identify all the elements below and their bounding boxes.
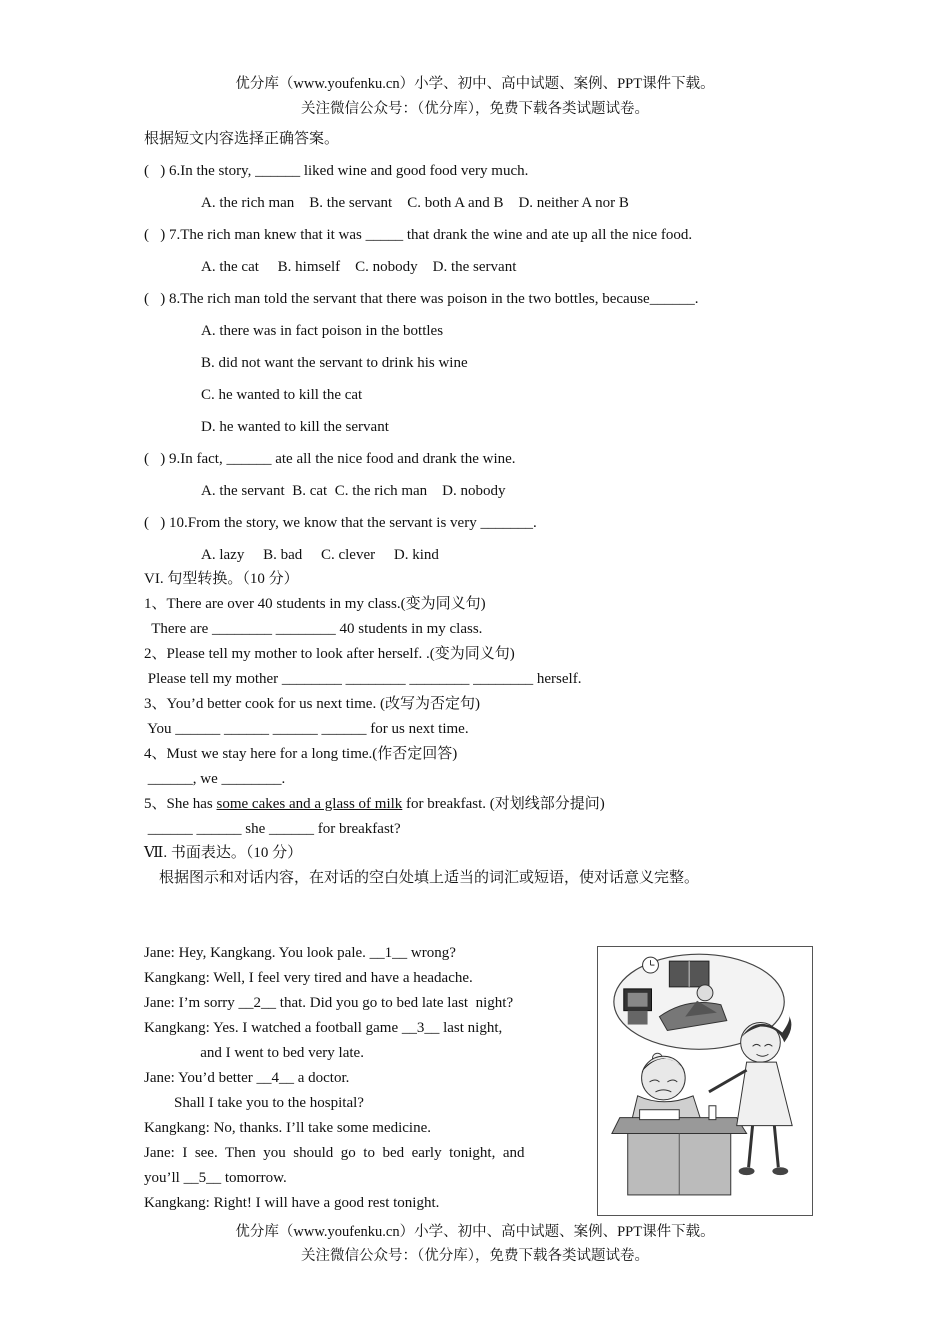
dialogue-line: Jane: I’m sorry __2__ that. Did you go to bed late last night? [144, 995, 514, 1011]
question-9-stem: ( ) 9.In fact, ______ ate all the nice food and drank the wine. [144, 451, 516, 467]
transform-5-question [144, 794, 605, 814]
transform-3-answer: You ______ ______ ______ ______ for us next time. [144, 721, 469, 737]
question-7-options: A. the cat B. himself C. nobody D. the servant [201, 259, 517, 275]
dialogue-line: Jane: I see. Then you should go to bed early tonight, and [144, 1145, 525, 1161]
section-7-title: Ⅶ. 书面表达。（10 分） [144, 845, 303, 861]
dialogue-line: Kangkang: No, thanks. I’ll take some medicine. [144, 1120, 432, 1136]
transform-2-answer: Please tell my mother ________ ________ ________ ________ herself. [144, 671, 582, 687]
question-8-stem: ( ) 8.The rich man told the servant that there was poison in the two bottles, because______. [144, 291, 699, 307]
question-8-option-b: B. did not want the servant to drink his wine [201, 355, 468, 371]
question-9-options: A. the servant B. cat C. the rich man D. nobody [201, 483, 506, 499]
transform-4-question: 4、Must we stay here for a long time.(作否定回答) [144, 746, 458, 762]
header-line-2: 关注微信公众号：（优分库），免费下载各类试题试卷。 [301, 101, 649, 117]
dialogue-line: Kangkang: Yes. I watched a football game __3__ last night, [144, 1020, 503, 1036]
question-6-stem: ( ) 6.In the story, ______ liked wine and good food very much. [144, 163, 529, 179]
reading-instruction: 根据短文内容选择正确答案。 [144, 131, 340, 147]
cartoon-svg [598, 947, 812, 1215]
dialogue-line: and I went to bed very late. [144, 1045, 364, 1061]
question-6-options: A. the rich man B. the servant C. both A and B D. neither A nor B [201, 195, 629, 211]
dialogue-line: Jane: Hey, Kangkang. You look pale. __1__ wrong? [144, 945, 456, 961]
footer-line-2: 关注微信公众号：（优分库），免费下载各类试题试卷。 [301, 1248, 649, 1264]
question-7-stem: ( ) 7.The rich man knew that it was _____ that drank the wine and ate up all the nice food. [144, 227, 693, 243]
dialogue-line: Jane: You’d better __4__ a doctor. [144, 1070, 350, 1086]
transform-2-question: 2、Please tell my mother to look after herself. .(变为同义句) [144, 646, 515, 662]
transform-3-question: 3、You’d better cook for us next time. (改写为否定句) [144, 696, 480, 712]
question-10-stem: ( ) 10.From the story, we know that the servant is very _______. [144, 515, 537, 531]
footer-line-1: 优分库（www.youfenku.cn）小学、初中、高中试题、案例、PPT课件下载。 [235, 1224, 715, 1240]
transform-1-answer: There are ________ ________ 40 students in my class. [144, 621, 483, 637]
cartoon-illustration [597, 946, 813, 1216]
transform-1-question: 1、There are over 40 students in my class.(变为同义句) [144, 596, 486, 612]
transform-5-underlined: some cakes and a glass of milk [216, 796, 403, 812]
transform-5-suffix: for breakfast. (对划线部分提问) [402, 796, 605, 812]
dialogue-line: you’ll __5__ tomorrow. [144, 1170, 287, 1186]
question-8-option-d: D. he wanted to kill the servant [201, 419, 389, 435]
question-8-option-a: A. there was in fact poison in the bottles [201, 323, 444, 339]
question-10-options: A. lazy B. bad C. clever D. kind [201, 547, 439, 563]
header-line-1: 优分库（www.youfenku.cn）小学、初中、高中试题、案例、PPT课件下载。 [235, 76, 715, 92]
section-7-instruction: 根据图示和对话内容，在对话的空白处填上适当的词汇或短语，使对话意义完整。 [144, 870, 700, 886]
transform-5-prefix: 5、She has [144, 796, 217, 812]
dialogue-line: Shall I take you to the hospital? [144, 1095, 364, 1111]
transform-5-answer: ______ ______ she ______ for breakfast? [144, 821, 401, 837]
dialogue-line: Kangkang: Well, I feel very tired and have a headache. [144, 970, 473, 986]
section-6-title: VI. 句型转换。（10 分） [144, 571, 299, 587]
transform-4-answer: ______, we ________. [144, 771, 286, 787]
question-8-option-c: C. he wanted to kill the cat [201, 387, 363, 403]
dialogue-line: Kangkang: Right! I will have a good rest tonight. [144, 1195, 440, 1211]
